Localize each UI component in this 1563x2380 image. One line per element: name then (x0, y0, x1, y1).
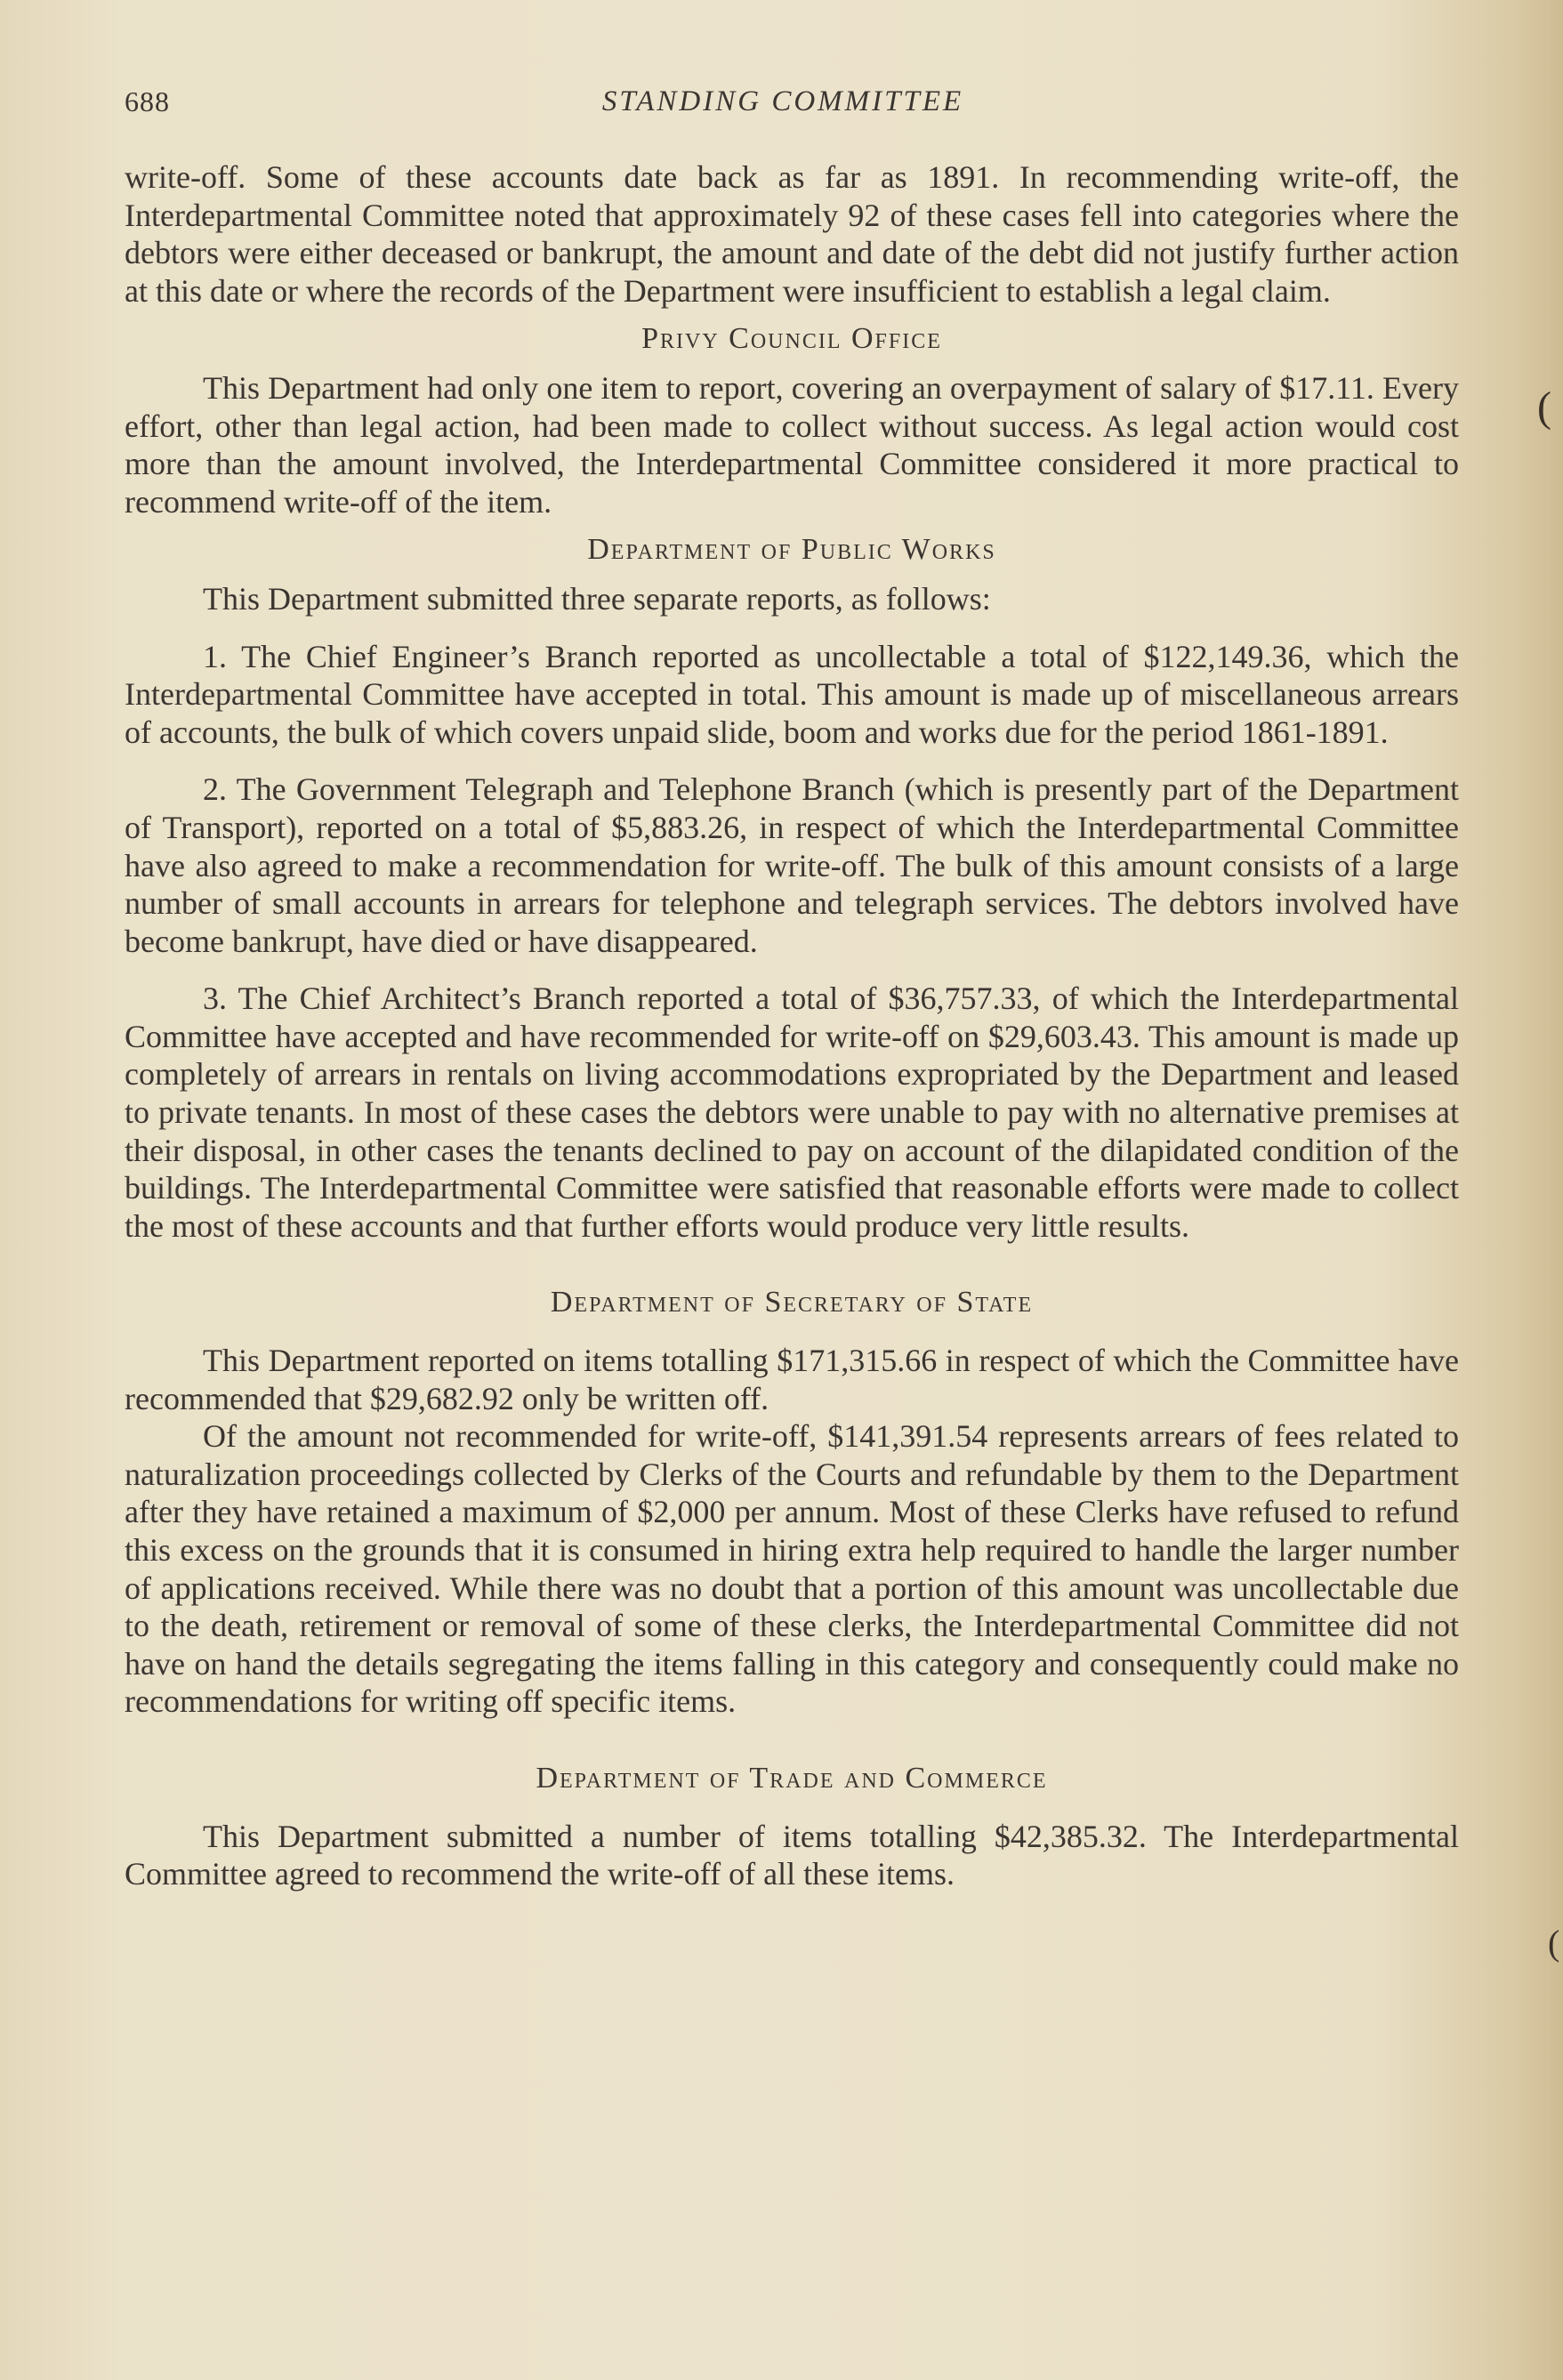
heading-secretary-of-state: Department of Secretary of State (550, 1286, 1034, 1319)
page-header (125, 85, 1477, 130)
margin-bracket-mark: ( (1548, 1923, 1560, 1963)
paragraph-secretary-of-state-1: This Department reported on items totalling $171,315.66 in respect of which the Committee have recommended that $29,682.92 only be written off. (125, 1343, 1459, 1416)
paragraph-public-works-item-1: 1. The Chief Engineer’s Branch reported as uncollectable a total of $122,149.36, which the Interdepartmental Committee have accepted in total. This amount is made up of miscellaneous arrears of accounts, the bulk of which covers unpaid slide, boom and works due for the period 1861-1891. (125, 638, 1459, 750)
paragraph-public-works-intro: This Department submitted three separate reports, as follows: (203, 580, 991, 617)
heading-privy-council-office: Privy Council Office (641, 322, 942, 356)
paragraph-secretary-of-state-2: Of the amount not recommended for write-off, $141,391.54 represents arrears of fees related to naturalization proceedings collected by Clerks of the Courts and refundable by them to the Department after they have retained a maximum of $2,000 per annum. Most of these Clerks have refused to refund this excess on the grounds that it is consumed in hiring extra help required to handle the larger number of applications received. While there was no doubt that a portion of this amount was uncollectable due to the death, retirement or removal of some of these clerks, the Interdepartmental Committee did not have on hand the details segregating the items falling in this category and consequently could make no recommendations for writing off specific items. (125, 1418, 1459, 1720)
heading-trade-and-commerce: Department of Trade and Commerce (536, 1761, 1048, 1795)
margin-bracket-mark: ( (1537, 383, 1551, 431)
paragraph-public-works-item-3: 3. The Chief Architect’s Branch reported a total of $36,757.33, of which the Interdepartmental Committee have accepted and have recommended for write-off on $29,603.43. This amount is made up completely of arrears in rentals on living accommodations expropriated by the Department and leased to private tenants. In most of these cases the debtors were unable to pay with no alternative premises at their disposal, in other cases the tenants declined to pay on account of the dilapidated condition of the buildings. The Interdepartmental Committee were satisfied that reasonable efforts were made to collect the most of these accounts and that further efforts would produce very little results. (125, 980, 1459, 1244)
running-head: STANDING COMMITTEE (601, 85, 964, 117)
page-number: 688 (125, 85, 170, 117)
paragraph-public-works-item-2: 2. The Government Telegraph and Telephone Branch (which is presently part of the Department of Transport), reported on a total of $5,883.26, in respect of which the Interdepartmental Committee have also agreed to make a recommendation for write-off. The bulk of this amount consists of a large number of small accounts in arrears for telephone and telegraph services. The debtors involved have become bankrupt, have died or have disappeared. (125, 771, 1459, 959)
heading-public-works: Department of Public Works (587, 533, 996, 567)
page-body (125, 158, 1459, 1893)
paragraph-privy-council: This Department had only one item to report, covering an overpayment of salary of $17.11. Every effort, other than legal action, had been made to collect without success. As legal action would cost more than the amount involved, the Interdepartmental Committee considered it more practical to recommend write-off of the item. (125, 369, 1459, 520)
paragraph-continuation: write-off. Some of these accounts date back as far as 1891. In recommending write-off, the Interdepartmental Committee noted that approximately 92 of these cases fell into categories where the debtors were either deceased or bankrupt, the amount and date of the debt did not justify further action at this date or where the records of the Department were insufficient to establish a legal claim. (125, 159, 1459, 309)
paragraph-trade-and-commerce: This Department submitted a number of items totalling $42,385.32. The Interdepartmental Committee agreed to recommend the write-off of all these items. (125, 1818, 1459, 1892)
